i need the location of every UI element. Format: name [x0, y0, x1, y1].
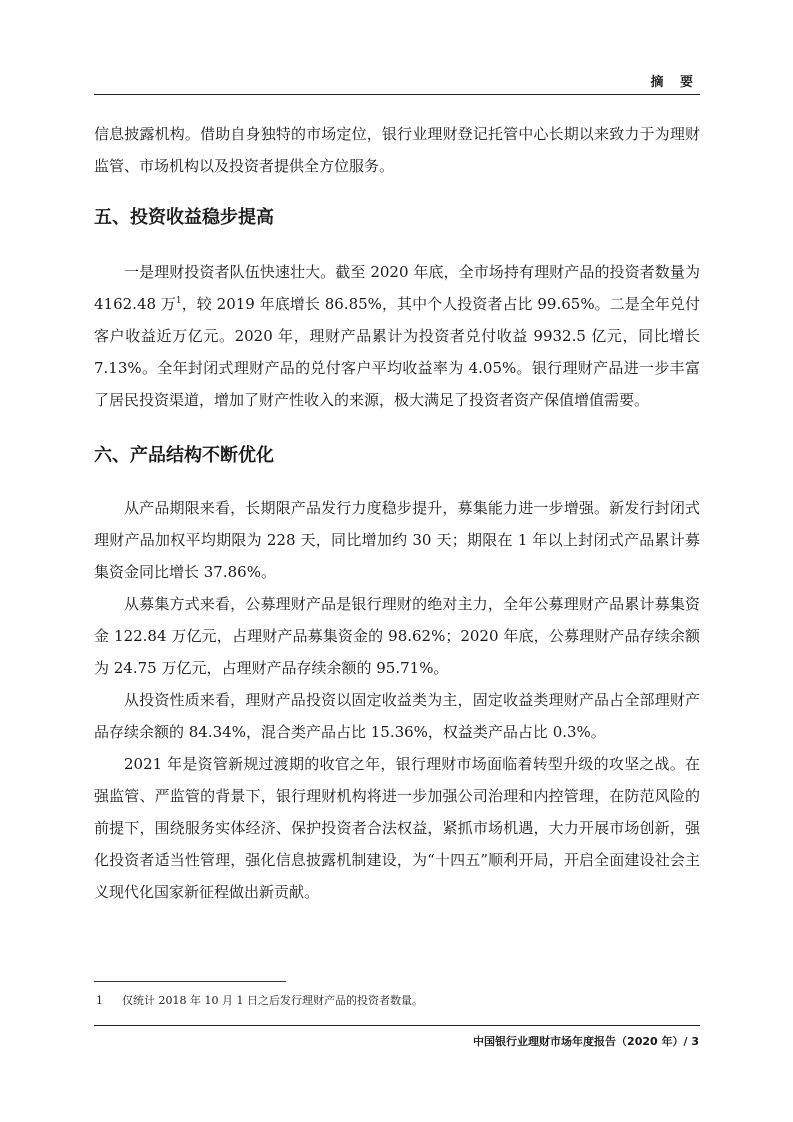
paragraph-outlook-2021: 2021 年是资管新规过渡期的收官之年，银行理财市场面临着转型升级的攻坚之战。在强监管、严监管的背景下，银行理财机构将进一步加强公司治理和内控管理，在防范风险的前提下，围绕服务实体经济、保护投资者合法权益，紧抓市场机遇，大力开展市场创新，强化投资者适当性管理，强化信息披露机制建设，为“十四五”顺利开局，开启全面建设社会主义现代化国家新征程做出新贡献。 — [94, 755, 700, 901]
section-six-heading: 六、产品结构不断优化 — [94, 445, 274, 466]
paragraph-product-term: 从产品期限来看，长期限产品发行力度稳步提升，募集能力进一步增强。新发行封闭式理财产品加权平均期限为 228 天，同比增加约 30 天；期限在 1 年以上封闭式产品累计募集资金同比增长 37.86%。 — [94, 499, 700, 581]
footer-rule — [94, 1025, 700, 1026]
paragraph-investor-income — [94, 256, 700, 416]
footnote — [96, 992, 423, 1008]
main-content — [94, 118, 700, 908]
footnote-reference[interactable]: 1 — [175, 296, 182, 306]
paragraph-investment-nature: 从投资性质来看，理财产品投资以固定收益类为主，固定收益类理财产品占全部理财产品存续余额的 84.34%，混合类产品占比 15.36%，权益类产品占比 0.3%。 — [94, 691, 700, 741]
footnote-number: 1 — [96, 994, 103, 1007]
section-five-heading: 五、投资收益稳步提高 — [94, 207, 274, 228]
footnote-rule — [94, 981, 286, 982]
footnote-text: 仅统计 2018 年 10 月 1 日之后发行理财产品的投资者数量。 — [122, 994, 423, 1007]
footer-page-label: 中国银行业理财市场年度报告（2020 年）/ 3 — [473, 1035, 699, 1048]
paragraph-text-b: ，较 2019 年底增长 86.85%，其中个人投资者占比 99.65%。二是全年兑付客户收益近万亿元。2020 年，理财产品累计为投资者兑付收益 9932.5 亿元，同比增长 7.13%。全年封闭式理财产品的兑付客户平均收益率为 4.05%。银行理财产品进一步丰富了居民投资渠道，增加了财产性收入的来源，极大满足了投资者资产保值增值需要。 — [94, 295, 700, 409]
header-title: 摘 要 — [650, 75, 699, 90]
paragraph-text-a: 一是理财投资者队伍快速壮大。截至 2020 年底，全市场持有理财产品的投资者数量为 4162.48 万 — [94, 263, 700, 313]
paragraph-fundraising-method: 从募集方式来看，公募理财产品是银行理财的绝对主力，全年公募理财产品累计募集资金 122.84 万亿元，占理财产品募集资金的 98.62%；2020 年底，公募理财产品存续余额为 24.75 万亿元，占理财产品存续余额的 95.71%。 — [94, 595, 700, 677]
header-rule — [94, 94, 700, 95]
paragraph-continuation: 信息披露机构。借助自身独特的市场定位，银行业理财登记托管中心长期以来致力于为理财监管、市场机构以及投资者提供全方位服务。 — [94, 125, 700, 175]
